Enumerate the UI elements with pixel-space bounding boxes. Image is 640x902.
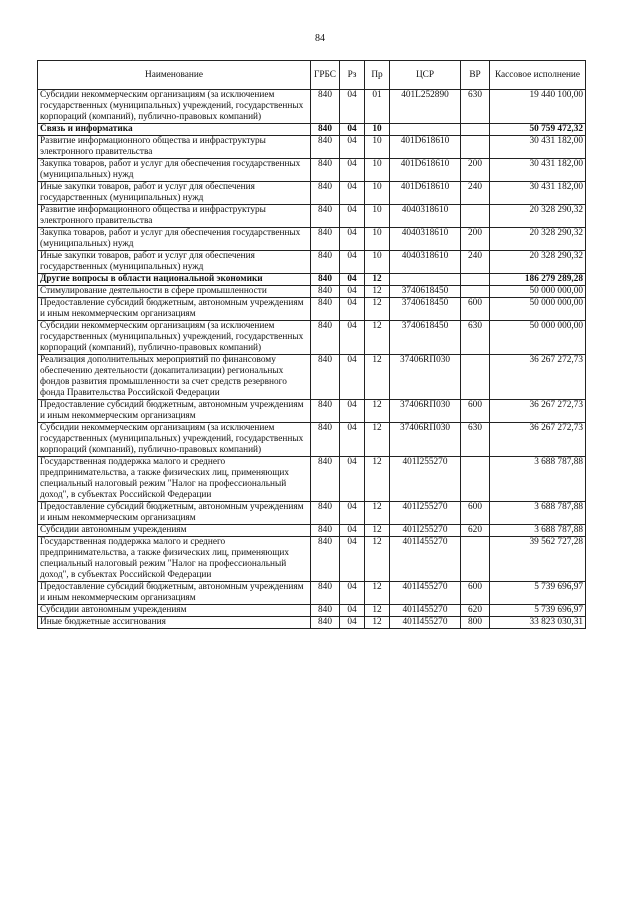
cell-amount: 5 739 696,97	[490, 605, 586, 617]
cell-csr: 401I455270	[390, 617, 461, 629]
cell-amount: 36 267 272,73	[490, 355, 586, 400]
cell-grbs: 840	[311, 355, 340, 400]
cell-rz: 04	[340, 136, 365, 159]
table-row	[38, 582, 586, 605]
table-row	[38, 457, 586, 502]
cell-csr	[390, 274, 461, 286]
table-row	[38, 90, 586, 124]
cell-name: Другие вопросы в области национальной экономики	[38, 274, 311, 286]
cell-vr	[461, 274, 490, 286]
cell-pr: 12	[365, 400, 390, 423]
cell-csr: 3740618450	[390, 298, 461, 321]
cell-amount: 39 562 727,28	[490, 537, 586, 582]
cell-name: Иные закупки товаров, работ и услуг для обеспечения государственных (муниципальных) нужд	[38, 251, 311, 274]
table-row	[38, 502, 586, 525]
header-rz: Рз	[340, 61, 365, 90]
cell-name: Иные бюджетные ассигнования	[38, 617, 311, 629]
table-row	[38, 617, 586, 629]
cell-vr: 630	[461, 321, 490, 355]
cell-name: Субсидии автономным учреждениям	[38, 605, 311, 617]
cell-pr: 01	[365, 90, 390, 124]
cell-vr	[461, 124, 490, 136]
cell-name: Предоставление субсидий бюджетным, автономным учреждениям и иным некоммерческим организациям	[38, 582, 311, 605]
cell-pr: 12	[365, 298, 390, 321]
cell-rz: 04	[340, 274, 365, 286]
cell-grbs: 840	[311, 205, 340, 228]
cell-amount: 5 739 696,97	[490, 582, 586, 605]
cell-grbs: 840	[311, 400, 340, 423]
cell-rz: 04	[340, 182, 365, 205]
cell-csr: 401I255270	[390, 457, 461, 502]
cell-name: Государственная поддержка малого и среднего предпринимательства, а также физических лиц, применяющих специальный налоговый режим "Налог на профессиональный доход", в субъектах Российской Федерации	[38, 537, 311, 582]
cell-rz: 04	[340, 525, 365, 537]
cell-csr: 401D618610	[390, 136, 461, 159]
cell-grbs: 840	[311, 605, 340, 617]
cell-name: Субсидии некоммерческим организациям (за исключением государственных (муниципальных) учреждений, государственных корпораций (компаний), публично-правовых компаний)	[38, 423, 311, 457]
cell-rz: 04	[340, 582, 365, 605]
cell-grbs: 840	[311, 298, 340, 321]
cell-name: Государственная поддержка малого и среднего предпринимательства, а также физических лиц, применяющих специальный налоговый режим "Налог на профессиональный доход", в субъектах Российской Федерации	[38, 457, 311, 502]
table-row	[38, 525, 586, 537]
cell-csr: 401I255270	[390, 525, 461, 537]
cell-pr: 10	[365, 136, 390, 159]
cell-amount: 20 328 290,32	[490, 251, 586, 274]
cell-rz: 04	[340, 286, 365, 298]
table-row	[38, 205, 586, 228]
cell-vr	[461, 205, 490, 228]
table-row	[38, 537, 586, 582]
cell-pr: 12	[365, 286, 390, 298]
cell-grbs: 840	[311, 321, 340, 355]
cell-pr: 10	[365, 159, 390, 182]
cell-rz: 04	[340, 159, 365, 182]
cell-amount: 50 759 472,32	[490, 124, 586, 136]
cell-grbs: 840	[311, 582, 340, 605]
cell-amount: 36 267 272,73	[490, 400, 586, 423]
cell-amount: 3 688 787,88	[490, 525, 586, 537]
cell-vr	[461, 136, 490, 159]
cell-vr: 240	[461, 182, 490, 205]
cell-pr: 12	[365, 457, 390, 502]
table-row	[38, 355, 586, 400]
cell-vr: 200	[461, 159, 490, 182]
cell-name: Субсидии автономным учреждениям	[38, 525, 311, 537]
cell-vr: 800	[461, 617, 490, 629]
header-amount: Кассовое исполнение	[490, 61, 586, 90]
cell-grbs: 840	[311, 617, 340, 629]
cell-csr: 4040318610	[390, 205, 461, 228]
cell-csr: 37406RП030	[390, 400, 461, 423]
cell-name: Закупка товаров, работ и услуг для обеспечения государственных (муниципальных) нужд	[38, 228, 311, 251]
cell-csr	[390, 124, 461, 136]
cell-rz: 04	[340, 537, 365, 582]
table-header-row	[38, 61, 586, 90]
cell-amount: 3 688 787,88	[490, 502, 586, 525]
cell-vr	[461, 537, 490, 582]
cell-csr: 401D618610	[390, 159, 461, 182]
cell-pr: 10	[365, 228, 390, 251]
cell-amount: 19 440 100,00	[490, 90, 586, 124]
cell-rz: 04	[340, 228, 365, 251]
cell-amount: 30 431 182,00	[490, 136, 586, 159]
cell-grbs: 840	[311, 251, 340, 274]
cell-grbs: 840	[311, 457, 340, 502]
cell-csr: 4040318610	[390, 228, 461, 251]
cell-name: Иные закупки товаров, работ и услуг для обеспечения государственных (муниципальных) нужд	[38, 182, 311, 205]
cell-rz: 04	[340, 423, 365, 457]
cell-grbs: 840	[311, 136, 340, 159]
table-row	[38, 286, 586, 298]
table-row	[38, 124, 586, 136]
cell-csr: 401D618610	[390, 182, 461, 205]
cell-name: Развитие информационного общества и инфраструктуры электронного правительства	[38, 136, 311, 159]
cell-amount: 20 328 290,32	[490, 205, 586, 228]
cell-grbs: 840	[311, 159, 340, 182]
header-pr: Пр	[365, 61, 390, 90]
cell-pr: 10	[365, 251, 390, 274]
cell-grbs: 840	[311, 537, 340, 582]
cell-grbs: 840	[311, 228, 340, 251]
cell-vr	[461, 355, 490, 400]
cell-rz: 04	[340, 605, 365, 617]
cell-vr: 600	[461, 400, 490, 423]
table-row	[38, 251, 586, 274]
cell-grbs: 840	[311, 124, 340, 136]
table-row	[38, 400, 586, 423]
cell-rz: 04	[340, 457, 365, 502]
cell-grbs: 840	[311, 182, 340, 205]
table-row	[38, 298, 586, 321]
cell-vr: 200	[461, 228, 490, 251]
cell-pr: 12	[365, 605, 390, 617]
cell-grbs: 840	[311, 525, 340, 537]
table-row	[38, 423, 586, 457]
cell-pr: 12	[365, 423, 390, 457]
cell-vr: 600	[461, 298, 490, 321]
cell-rz: 04	[340, 502, 365, 525]
cell-vr: 630	[461, 423, 490, 457]
header-name: Наименование	[38, 61, 311, 90]
cell-grbs: 840	[311, 286, 340, 298]
cell-csr: 401I255270	[390, 502, 461, 525]
header-vr: ВР	[461, 61, 490, 90]
cell-vr	[461, 286, 490, 298]
cell-csr: 401I455270	[390, 582, 461, 605]
cell-vr: 600	[461, 582, 490, 605]
cell-name: Стимулирование деятельности в сфере промышленности	[38, 286, 311, 298]
table-row	[38, 182, 586, 205]
cell-name: Развитие информационного общества и инфраструктуры электронного правительства	[38, 205, 311, 228]
cell-pr: 12	[365, 537, 390, 582]
cell-amount: 33 823 030,31	[490, 617, 586, 629]
header-csr: ЦСР	[390, 61, 461, 90]
cell-amount: 20 328 290,32	[490, 228, 586, 251]
cell-vr: 620	[461, 525, 490, 537]
cell-vr: 620	[461, 605, 490, 617]
cell-rz: 04	[340, 205, 365, 228]
cell-pr: 12	[365, 355, 390, 400]
table-row	[38, 321, 586, 355]
cell-pr: 12	[365, 582, 390, 605]
cell-rz: 04	[340, 298, 365, 321]
cell-csr: 401L252890	[390, 90, 461, 124]
cell-grbs: 840	[311, 90, 340, 124]
cell-pr: 12	[365, 502, 390, 525]
cell-amount: 50 000 000,00	[490, 298, 586, 321]
cell-rz: 04	[340, 321, 365, 355]
cell-rz: 04	[340, 355, 365, 400]
cell-pr: 10	[365, 182, 390, 205]
cell-name: Реализация дополнительных мероприятий по финансовому обеспечению деятельности (докапитализации) региональных фондов развития промышленности за счет средств резервного фонда Правительства Российской Федерации	[38, 355, 311, 400]
cell-grbs: 840	[311, 274, 340, 286]
cell-pr: 12	[365, 274, 390, 286]
cell-amount: 3 688 787,88	[490, 457, 586, 502]
table-row	[38, 228, 586, 251]
cell-csr: 37406RП030	[390, 423, 461, 457]
cell-pr: 12	[365, 321, 390, 355]
cell-name: Предоставление субсидий бюджетным, автономным учреждениям и иным некоммерческим организациям	[38, 400, 311, 423]
cell-pr: 12	[365, 617, 390, 629]
cell-pr: 10	[365, 205, 390, 228]
cell-csr: 401I455270	[390, 537, 461, 582]
table-row	[38, 136, 586, 159]
cell-rz: 04	[340, 617, 365, 629]
cell-name: Закупка товаров, работ и услуг для обеспечения государственных (муниципальных) нужд	[38, 159, 311, 182]
cell-vr: 240	[461, 251, 490, 274]
cell-amount: 50 000 000,00	[490, 286, 586, 298]
cell-grbs: 840	[311, 502, 340, 525]
cell-amount: 186 279 289,28	[490, 274, 586, 286]
table-row	[38, 159, 586, 182]
cell-amount: 30 431 182,00	[490, 182, 586, 205]
cell-pr: 10	[365, 124, 390, 136]
cell-csr: 37406RП030	[390, 355, 461, 400]
cell-amount: 50 000 000,00	[490, 321, 586, 355]
table-row	[38, 274, 586, 286]
cell-pr: 12	[365, 525, 390, 537]
cell-csr: 4040318610	[390, 251, 461, 274]
cell-grbs: 840	[311, 423, 340, 457]
table-body	[38, 90, 586, 629]
budget-table	[37, 60, 586, 629]
cell-name: Связь и информатика	[38, 124, 311, 136]
cell-vr	[461, 457, 490, 502]
cell-vr: 630	[461, 90, 490, 124]
cell-vr: 600	[461, 502, 490, 525]
header-grbs: ГРБС	[311, 61, 340, 90]
cell-name: Предоставление субсидий бюджетным, автономным учреждениям и иным некоммерческим организациям	[38, 298, 311, 321]
cell-amount: 36 267 272,73	[490, 423, 586, 457]
page-number: 84	[315, 33, 325, 44]
cell-csr: 3740618450	[390, 321, 461, 355]
cell-csr: 401I455270	[390, 605, 461, 617]
cell-name: Предоставление субсидий бюджетным, автономным учреждениям и иным некоммерческим организациям	[38, 502, 311, 525]
cell-name: Субсидии некоммерческим организациям (за исключением государственных (муниципальных) учреждений, государственных корпораций (компаний), публично-правовых компаний)	[38, 90, 311, 124]
cell-name: Субсидии некоммерческим организациям (за исключением государственных (муниципальных) учреждений, государственных корпораций (компаний), публично-правовых компаний)	[38, 321, 311, 355]
cell-rz: 04	[340, 400, 365, 423]
cell-csr: 3740618450	[390, 286, 461, 298]
cell-rz: 04	[340, 90, 365, 124]
cell-rz: 04	[340, 124, 365, 136]
table-row	[38, 605, 586, 617]
cell-rz: 04	[340, 251, 365, 274]
cell-amount: 30 431 182,00	[490, 159, 586, 182]
